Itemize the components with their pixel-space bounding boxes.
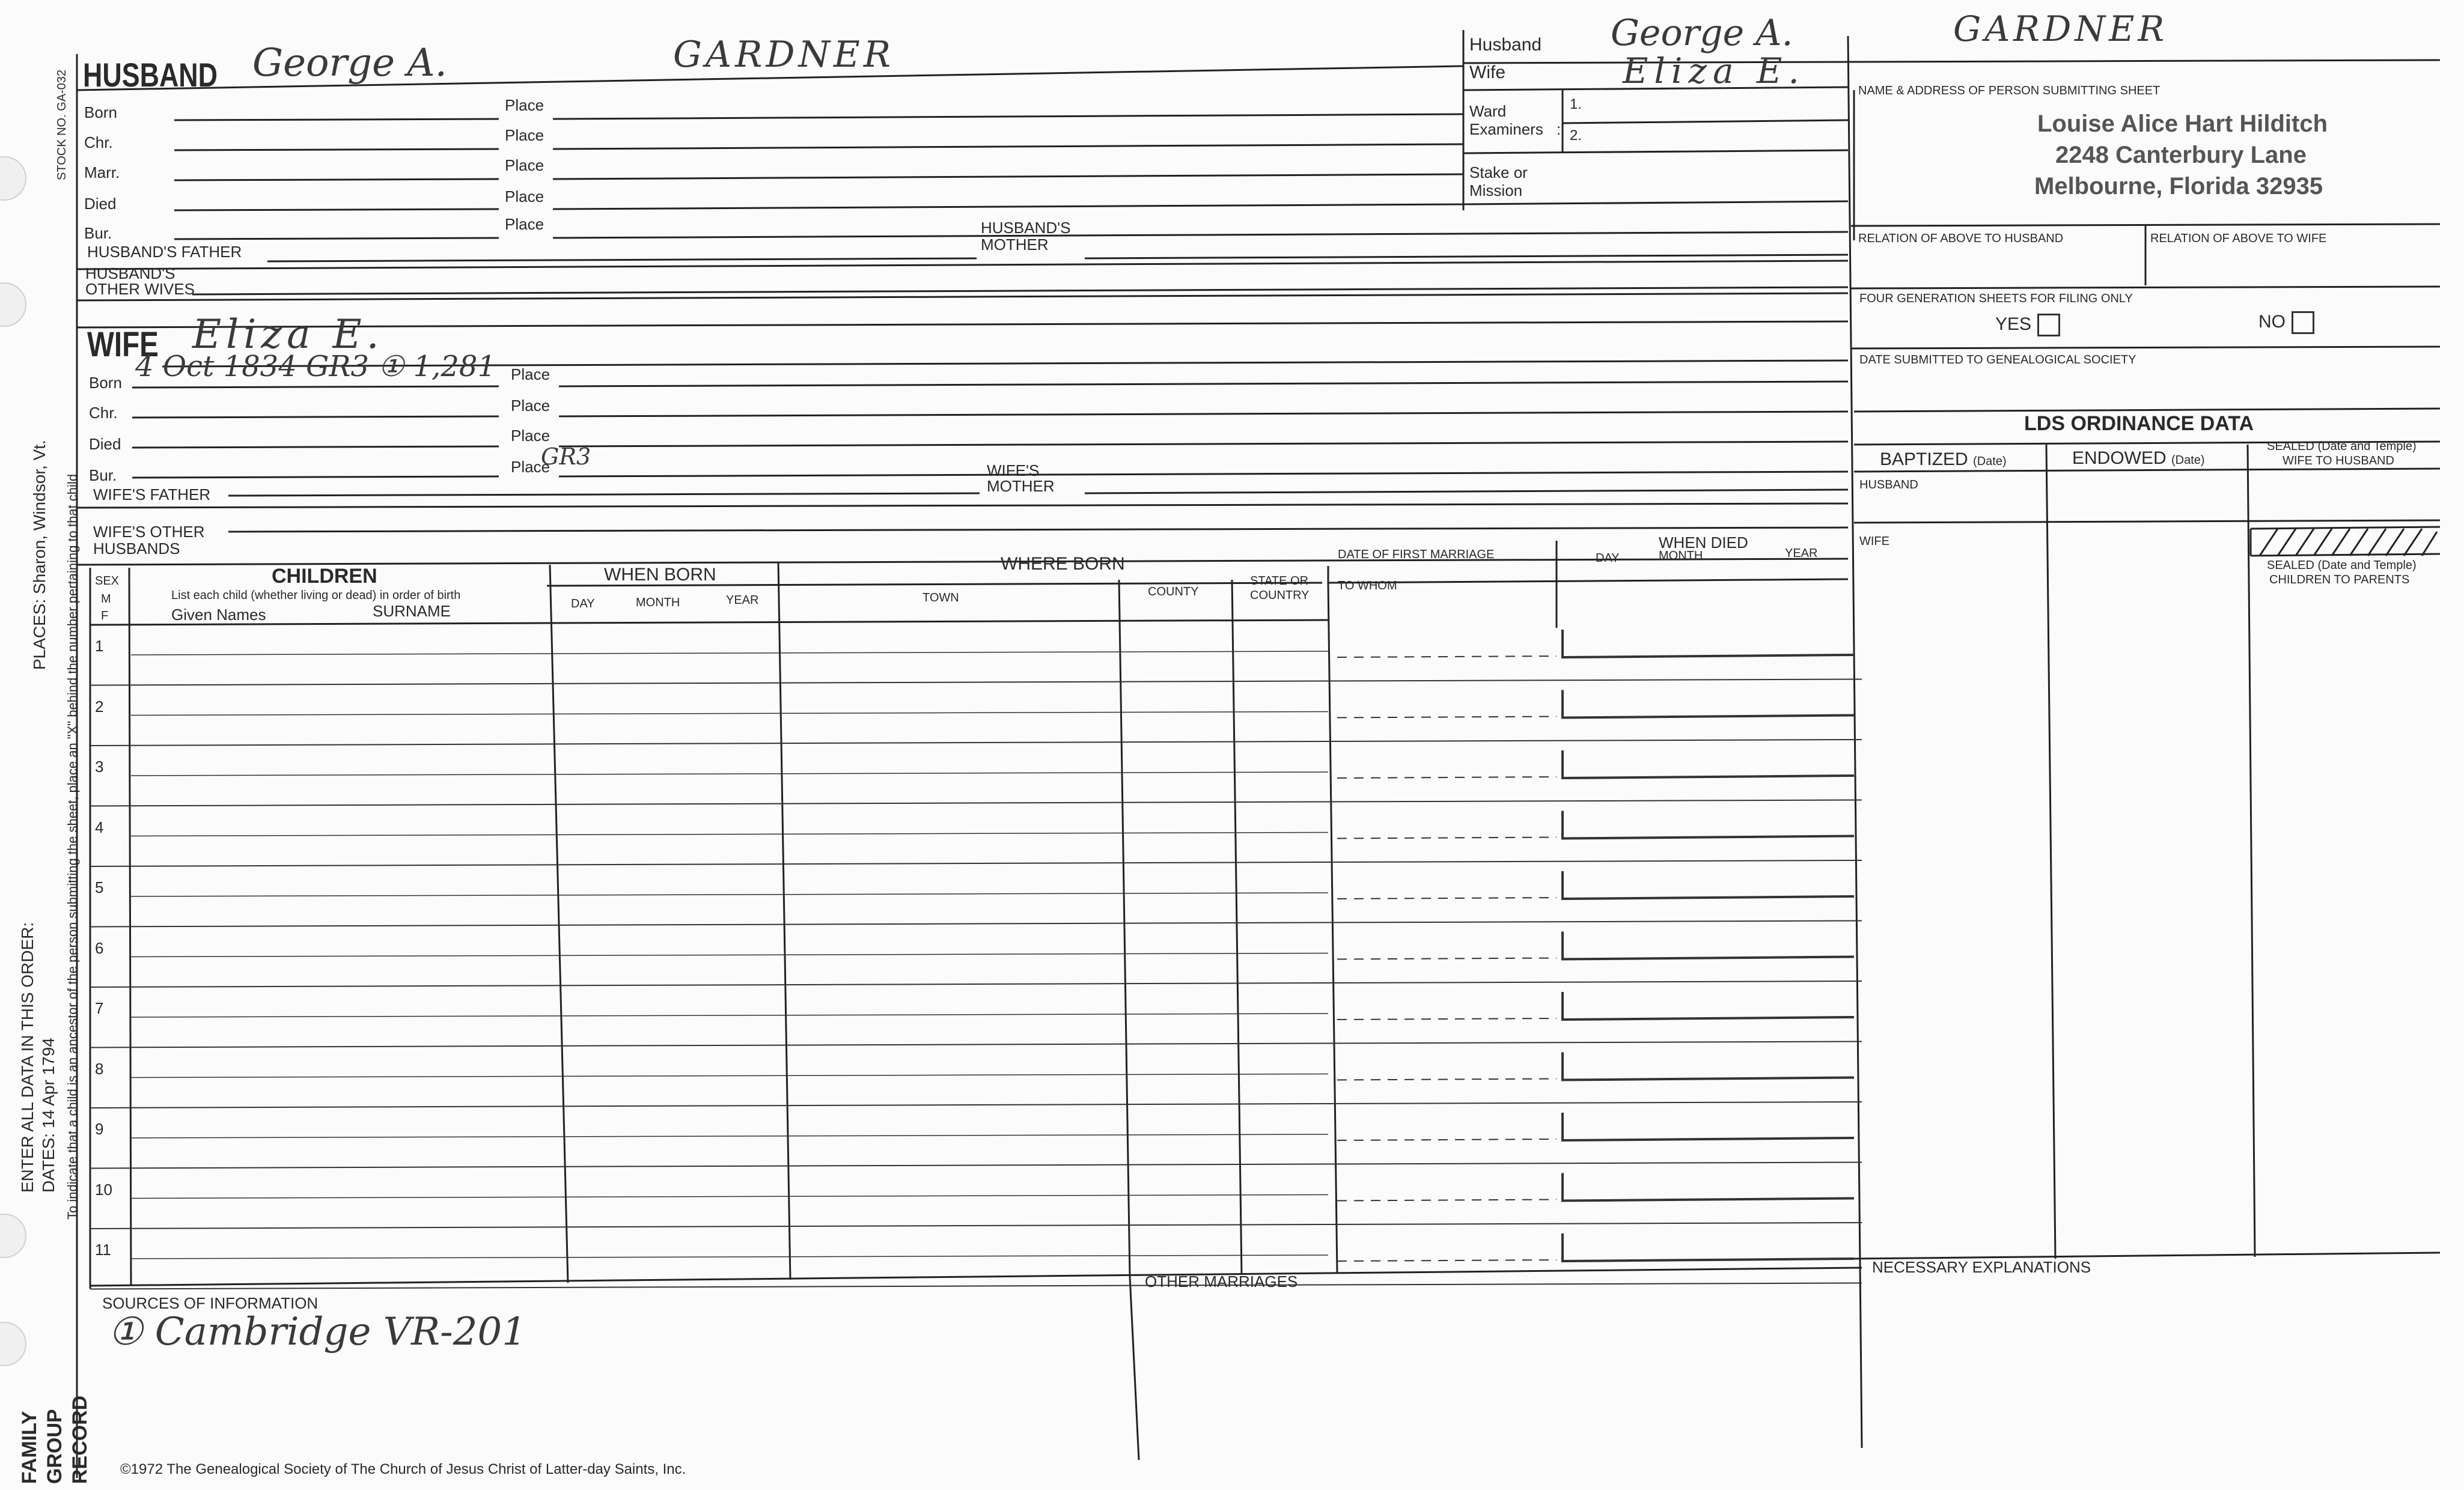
endowed-text: ENDOWED [2072, 448, 2167, 468]
husband-heading: HUSBAND [83, 56, 218, 94]
when-born-label: WHEN BORN [604, 565, 716, 585]
places-note: PLACES: Sharon, Windsor, Vt. [30, 440, 49, 670]
lds-title: LDS ORDINANCE DATA [2024, 412, 2254, 435]
child-row-number: 2 [95, 697, 104, 716]
child-row-number: 8 [95, 1059, 104, 1078]
children-subheading: List each child (whether living or dead) in order of birth [171, 589, 461, 602]
dates-note: DATES: 14 Apr 1794 [39, 1038, 58, 1193]
husband-born-label: Born [84, 103, 117, 121]
submitter-street[interactable]: 2248 Canterbury Lane [2055, 142, 2307, 168]
examiner-2[interactable]: 2. [1570, 127, 1582, 144]
wife-father-label: WIFE'S FATHER [93, 485, 211, 503]
wife-bur-label: Bur. [89, 466, 117, 484]
sex-label-2: M [101, 592, 111, 606]
wife-chr-place-label: Place [511, 397, 550, 415]
yes-label: YES [1995, 314, 2032, 334]
wife-born-label: Born [89, 374, 122, 392]
husband-chr-place-label: Place [505, 126, 544, 144]
sealed-wife-label-2: WIFE TO HUSBAND [2283, 454, 2394, 467]
first-marriage-label: DATE OF FIRST MARRIAGE [1338, 548, 1495, 561]
husband-died-place-label: Place [505, 187, 544, 205]
husband-mother-label-2: MOTHER [981, 236, 1049, 254]
header-wife-label: Wife [1469, 62, 1505, 82]
stock-number: STOCK NO. GA-032 [55, 69, 69, 180]
baptized-text: BAPTIZED [1880, 449, 1968, 469]
child-row-number: 6 [95, 938, 104, 957]
wife-other-husbands-label-1: WIFE'S OTHER [93, 523, 205, 541]
header-wife-value[interactable]: Eliza E. [1623, 50, 1805, 91]
endowed-label [2072, 448, 2205, 469]
record-title-3: RECORD [69, 1395, 91, 1484]
wife-bur-place-value[interactable]: GR3 [541, 443, 591, 470]
sealed-wife-label-1: SEALED (Date and Temple) [2267, 440, 2417, 453]
died-month-label: MONTH [1659, 549, 1703, 562]
endowed-date-label: (Date) [2171, 454, 2205, 467]
wife-bur-place-label: Place [511, 458, 550, 476]
relation-husband-label: RELATION OF ABOVE TO HUSBAND [1858, 232, 2064, 245]
record-title-1: FAMILY [18, 1411, 41, 1484]
child-row-number: 3 [95, 758, 104, 776]
date-submitted-label: DATE SUBMITTED TO GENEALOGICAL SOCIETY [1859, 353, 2136, 366]
baptized-label [1880, 449, 2007, 470]
child-row-number: 7 [95, 999, 104, 1017]
header-husband-label: Husband [1469, 35, 1542, 55]
necessary-explanations-label: NECESSARY EXPLANATIONS [1872, 1258, 2091, 1276]
lds-husband-row: HUSBAND [1859, 478, 1918, 491]
day-label: DAY [571, 597, 595, 610]
state-label-2: COUNTRY [1250, 589, 1310, 602]
examiners-colon: : [1557, 120, 1561, 138]
stake-label-1: Stake or [1469, 163, 1528, 181]
examiners-label: Examiners [1469, 120, 1543, 138]
husband-surname[interactable]: GARDNER [673, 34, 895, 76]
four-gen-label: FOUR GENERATION SHEETS FOR FILING ONLY [1859, 292, 2133, 305]
wife-given-name[interactable]: Eliza E. [192, 311, 384, 357]
state-label-1: STATE OR [1250, 574, 1309, 588]
wife-born-place-label: Place [511, 365, 550, 383]
enter-order-note: ENTER ALL DATA IN THIS ORDER: [18, 922, 37, 1193]
wife-born-value[interactable]: 4 Oct 1834 GR3 ① 1,281 [135, 350, 496, 383]
no-label: NO [2258, 311, 2286, 332]
baptized-date-label: (Date) [1973, 455, 2007, 468]
husband-bur-label: Bur. [84, 224, 112, 242]
header-husband-surname[interactable]: GARDNER [1953, 8, 2168, 49]
given-names-label: Given Names [171, 606, 266, 624]
copyright-line: ©1972 The Genealogical Society of The Church of Jesus Christ of Latter-day Saints, Inc. [120, 1461, 686, 1477]
submitter-name[interactable]: Louise Alice Hart Hilditch [2037, 111, 2328, 137]
ancestor-instructions: To indicate that a child is an ancestor of the person submitting the sheet, place an "X" behind the number pertaining to that child [65, 473, 80, 1220]
husband-born-place-label: Place [505, 96, 544, 114]
header-husband-given[interactable]: George A. [1611, 12, 1793, 54]
record-title-2: GROUP [43, 1409, 66, 1484]
sex-label-3: F [101, 609, 109, 622]
examiner-1[interactable]: 1. [1570, 96, 1582, 112]
child-row-number: 1 [95, 637, 104, 655]
wife-mother-label-2: MOTHER [987, 477, 1055, 495]
husband-other-wives-label-2: OTHER WIVES [85, 280, 195, 298]
to-whom-label: TO WHOM [1338, 579, 1397, 592]
sources-value[interactable]: ① Cambridge VR-201 [108, 1310, 526, 1354]
wife-died-place-label: Place [511, 427, 550, 445]
submitter-label: NAME & ADDRESS OF PERSON SUBMITTING SHEET [1858, 84, 2161, 97]
ward-label: Ward [1469, 102, 1507, 120]
died-day-label: DAY [1596, 552, 1620, 565]
yes-option[interactable] [1995, 314, 2060, 336]
year-label: YEAR [726, 594, 759, 607]
no-option[interactable] [2258, 311, 2314, 334]
wife-died-label: Died [89, 435, 121, 453]
child-row-number: 11 [95, 1241, 111, 1259]
husband-other-wives-label-1: HUSBAND'S [85, 264, 175, 282]
husband-bur-place-label: Place [505, 215, 544, 233]
wife-heading: WIFE [87, 325, 159, 364]
husband-chr-label: Chr. [84, 133, 113, 151]
husband-died-label: Died [84, 195, 117, 213]
husband-marr-place-label: Place [505, 156, 544, 174]
husband-mother-label-1: HUSBAND'S [981, 219, 1071, 237]
surname-label: SURNAME [373, 602, 451, 620]
lds-wife-row: WIFE [1859, 535, 1889, 548]
sealed-children-label-2: CHILDREN TO PARENTS [2269, 573, 2410, 586]
child-row-number: 5 [95, 878, 104, 896]
children-heading: CHILDREN [272, 565, 377, 588]
where-born-label: WHERE BORN [1001, 554, 1125, 574]
county-label: COUNTY [1148, 585, 1199, 598]
sealed-children-label-1: SEALED (Date and Temple) [2267, 559, 2417, 572]
child-row-number: 9 [95, 1120, 104, 1138]
child-row-number: 10 [95, 1180, 112, 1199]
died-year-label: YEAR [1785, 547, 1818, 560]
sex-label-1: SEX [95, 574, 120, 588]
wife-mother-label-1: WIFE'S [987, 461, 1040, 479]
husband-marr-label: Marr. [84, 163, 120, 181]
husband-father-label: HUSBAND'S FATHER [87, 243, 242, 261]
stake-label-2: Mission [1469, 181, 1523, 199]
month-label: MONTH [636, 596, 680, 609]
husband-given-name[interactable]: George A. [252, 41, 447, 85]
relation-wife-label: RELATION OF ABOVE TO WIFE [2150, 232, 2327, 245]
sources-label: SOURCES OF INFORMATION [102, 1294, 319, 1312]
when-died-label: WHEN DIED [1659, 534, 1748, 552]
town-label: TOWN [922, 591, 959, 604]
other-marriages-label: OTHER MARRIAGES [1145, 1273, 1298, 1291]
yes-checkbox[interactable] [2037, 314, 2060, 336]
wife-chr-label: Chr. [89, 404, 118, 422]
submitter-city[interactable]: Melbourne, Florida 32935 [2034, 173, 2323, 199]
no-checkbox[interactable] [2292, 311, 2314, 334]
wife-other-husbands-label-2: HUSBANDS [93, 540, 180, 558]
child-row-number: 4 [95, 818, 104, 836]
